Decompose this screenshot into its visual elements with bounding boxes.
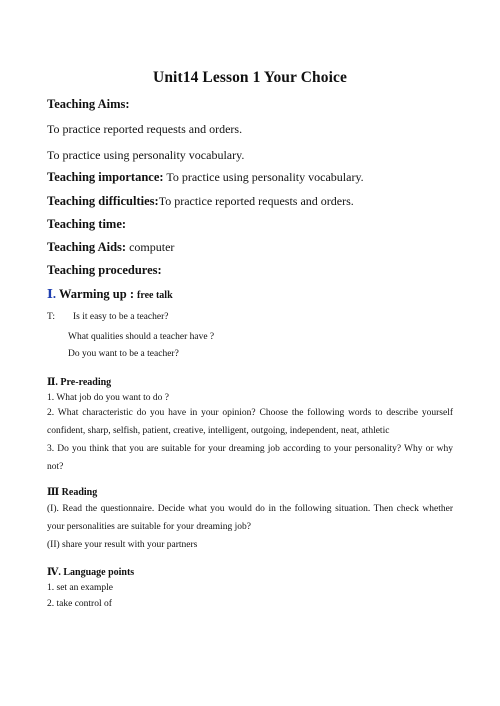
t-question-1	[47, 311, 168, 323]
aims-line-1: To practice reported requests and orders.	[47, 122, 243, 136]
section-1-sub: free talk	[137, 290, 173, 301]
pre-reading-item-1: 1. What job do you want to do ?	[47, 393, 169, 403]
time-label: Teaching time:	[47, 217, 127, 231]
language-point-2: 2. take control of	[47, 599, 112, 609]
section-3-heading: Ⅲ Reading	[47, 487, 98, 498]
reading-part-1: (I). Read the questionnaire. Decide what you would do in the following situation. Then check whether your personalities are suitable for your dreaming job?	[47, 504, 453, 532]
aids-label: Teaching Aids:	[47, 240, 127, 254]
aids-text: computer	[129, 240, 175, 254]
aims-line-2: To practice using personality vocabulary.	[47, 148, 245, 162]
section-1-numeral: Ⅰ.	[47, 287, 56, 301]
importance-text: To practice using personality vocabulary.	[166, 170, 364, 184]
difficulties-line	[47, 194, 354, 208]
section-1-title: Warming up :	[58, 287, 134, 301]
section-1-heading	[47, 287, 173, 303]
t-question-1-text: Is it easy to be a teacher?	[72, 312, 169, 322]
importance-label: Teaching importance:	[47, 170, 164, 184]
page-title: Unit14 Lesson 1 Your Choice	[153, 69, 347, 86]
reading-part-2: (II) share your result with your partners	[47, 540, 198, 550]
importance-line	[47, 170, 364, 184]
difficulties-text: To practice reported requests and orders.	[158, 194, 354, 208]
pre-reading-item-3: 3. Do you think that you are suitable for your dreaming job according to your personality? Why or why not?	[47, 444, 453, 472]
t-question-2: What qualities should a teacher have ?	[68, 332, 215, 342]
section-4-heading: Ⅳ. Language points	[47, 567, 135, 578]
difficulties-label: Teaching difficulties:	[47, 194, 159, 208]
aids-line	[47, 240, 174, 254]
t-label: T:	[47, 312, 55, 322]
section-2-heading: Ⅱ. Pre-reading	[47, 377, 112, 388]
t-question-3: Do you want to be a teacher?	[68, 349, 179, 359]
aims-label: Teaching Aims:	[47, 97, 130, 111]
language-point-1: 1. set an example	[47, 583, 113, 593]
pre-reading-item-2: 2. What characteristic do you have in your opinion? Choose the following words to describe yourself confident, sharp, selfish, patient, creative, intelligent, outgoing, independent, neat, athletic	[47, 408, 453, 436]
procedures-label: Teaching procedures:	[47, 263, 162, 277]
